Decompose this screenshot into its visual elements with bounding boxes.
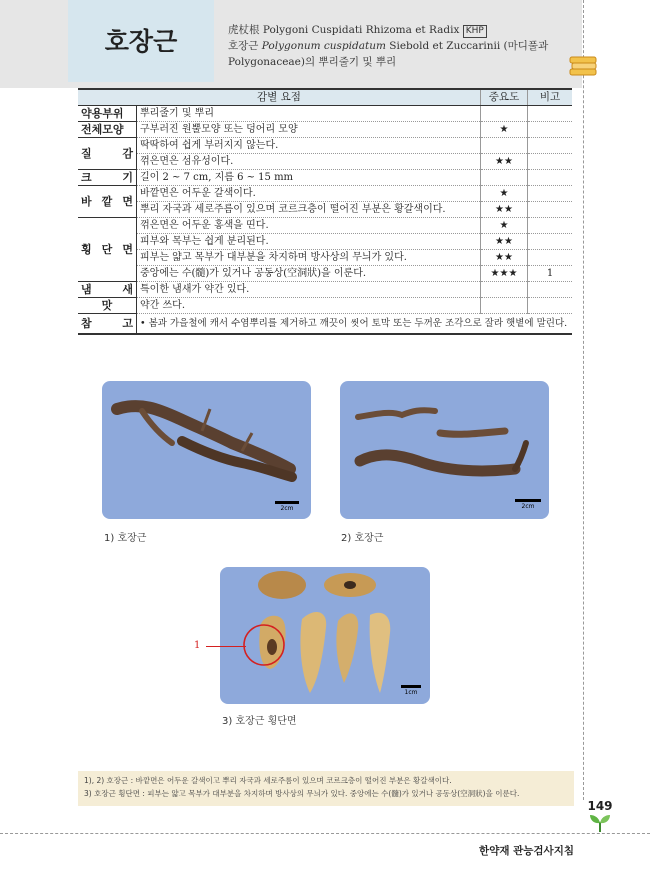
footnote-line: 1), 2) 호장근 : 바깥면은 어두운 갈색이고 뿌리 자국과 세로주름이 있으며 코르크층이 떨어진 부분은 황갈색이다. xyxy=(84,776,452,785)
page-title: 호장근 xyxy=(104,27,178,56)
row-head: 횡 단 면 xyxy=(78,218,137,282)
inspection-table xyxy=(78,88,572,335)
row-note xyxy=(528,218,573,234)
row-head: 약용부위 xyxy=(78,106,137,122)
row-desc: 꺾은면은 어두운 홍색을 띤다. xyxy=(137,218,481,234)
row-note xyxy=(528,154,573,170)
scale-label: 1cm xyxy=(404,689,418,696)
row-desc: 피부와 목부는 쉽게 분리된다. xyxy=(137,234,481,250)
table-row xyxy=(78,282,572,298)
footer-divider xyxy=(0,833,650,834)
table-row xyxy=(78,298,572,314)
row-importance: ★ xyxy=(481,186,528,202)
row-note xyxy=(528,282,573,298)
header-description xyxy=(228,22,578,70)
row-importance: ★ xyxy=(481,122,528,138)
row-importance: ★★ xyxy=(481,234,528,250)
row-importance: ★★ xyxy=(481,250,528,266)
header-importance: 중요도 xyxy=(481,89,528,106)
row-desc: 바깥면은 어두운 갈색이다. xyxy=(137,186,481,202)
row-head: 질 감 xyxy=(78,138,137,170)
row-importance xyxy=(481,106,528,122)
row-importance xyxy=(481,170,528,186)
row-note xyxy=(528,122,573,138)
row-importance: ★ xyxy=(481,218,528,234)
header-desc: 감별 요점 xyxy=(78,89,481,106)
row-note: 1 xyxy=(528,266,573,282)
row-note xyxy=(528,202,573,218)
footnote-line: 3) 호장근 횡단면 : 피부는 얇고 목부가 대부분을 차지하며 방사상의 무늬가 있다. 중앙에는 수(髓)가 있거나 공동상(空洞狀)을 이룬다. xyxy=(84,789,520,798)
species-name: Polygonum cuspidatum xyxy=(261,40,386,52)
photo-caption: 1) 호장근 xyxy=(104,533,147,544)
row-desc: 뿌리 자국과 세로주름이 있으며 코르크층이 떨어진 부분은 황갈색이다. xyxy=(137,202,481,218)
photo-root-cross-section xyxy=(220,567,430,704)
row-desc: 꺾은면은 섬유성이다. xyxy=(137,154,481,170)
header-note: 비고 xyxy=(528,89,573,106)
row-desc: 구부러진 원뿔모양 또는 덩어리 모양 xyxy=(137,122,481,138)
footer-book-title: 한약재 관능검사지침 xyxy=(479,845,574,857)
footnote-box xyxy=(78,771,574,806)
row-desc: 약간 쓰다. xyxy=(137,298,481,314)
row-desc: 딱딱하여 쉽게 부러지지 않는다. xyxy=(137,138,481,154)
sprout-icon xyxy=(588,812,612,832)
pith-marker-label: 1 xyxy=(194,640,201,651)
table-row xyxy=(78,138,572,154)
photo-root-2 xyxy=(340,381,549,519)
photo-root-1 xyxy=(102,381,311,519)
row-head: 바 깥 면 xyxy=(78,186,137,218)
table-row xyxy=(78,218,572,234)
row-importance: ★★ xyxy=(481,154,528,170)
table-row xyxy=(78,234,572,250)
row-head: 전체모양 xyxy=(78,122,137,138)
khp-badge: KHP xyxy=(463,25,487,38)
row-importance xyxy=(481,138,528,154)
row-note xyxy=(528,106,573,122)
row-note xyxy=(528,170,573,186)
row-desc: 피부는 얇고 목부가 대부분을 차지하며 방사상의 무늬가 있다. xyxy=(137,250,481,266)
korean-name: 호장근 xyxy=(228,40,259,52)
latin-name: Polygoni Cuspidati Rhizoma et Radix xyxy=(262,24,460,36)
scale-bar xyxy=(274,501,300,512)
table-row xyxy=(78,122,572,138)
row-desc: 중앙에는 수(髓)가 있거나 공동상(空洞狀)을 이룬다. xyxy=(137,266,481,282)
scale-label: 2cm xyxy=(521,503,535,510)
row-note xyxy=(528,298,573,314)
table-row xyxy=(78,314,572,335)
species-authority: Siebold et Zuccarinii (마디풀과 xyxy=(389,40,549,52)
hanja-name: 虎杖根 xyxy=(228,24,260,36)
pith-marker-line xyxy=(206,646,246,647)
row-note xyxy=(528,138,573,154)
row-head: 참 고 xyxy=(78,314,137,335)
row-note xyxy=(528,186,573,202)
table-row xyxy=(78,202,572,218)
table-row xyxy=(78,154,572,170)
cross-section-illustration xyxy=(220,567,430,704)
row-desc: 특이한 냄새가 약간 있다. xyxy=(137,282,481,298)
row-importance xyxy=(481,282,528,298)
table-row xyxy=(78,266,572,282)
table-row xyxy=(78,186,572,202)
margin-divider xyxy=(583,0,584,800)
row-desc: • 봄과 가을철에 캐서 수염뿌리를 제거하고 깨끗이 씻어 토막 또는 두꺼운 조각으로 잘라 햇볕에 말린다. xyxy=(137,314,573,335)
family-line: Polygonaceae)의 뿌리줄기 및 뿌리 xyxy=(228,56,397,68)
table-row xyxy=(78,170,572,186)
row-importance xyxy=(481,298,528,314)
row-head: 냄 새 xyxy=(78,282,137,298)
row-head: 크 기 xyxy=(78,170,137,186)
table-row xyxy=(78,106,572,122)
row-note xyxy=(528,250,573,266)
row-desc: 길이 2 ~ 7 cm, 지름 6 ~ 15 mm xyxy=(137,170,481,186)
scale-label: 2cm xyxy=(280,505,294,512)
row-note xyxy=(528,234,573,250)
row-desc: 뿌리줄기 및 뿌리 xyxy=(137,106,481,122)
scale-bar xyxy=(400,685,422,696)
row-importance: ★★★ xyxy=(481,266,528,282)
photo-caption: 3) 호장근 횡단면 xyxy=(222,716,297,727)
book-stack-icon xyxy=(568,55,598,77)
photo-caption: 2) 호장근 xyxy=(341,533,384,544)
scale-bar xyxy=(514,499,542,510)
row-importance: ★★ xyxy=(481,202,528,218)
table-row xyxy=(78,250,572,266)
row-head: 맛 xyxy=(78,298,137,314)
page-number: 149 xyxy=(587,799,613,813)
root-illustration xyxy=(102,381,311,519)
